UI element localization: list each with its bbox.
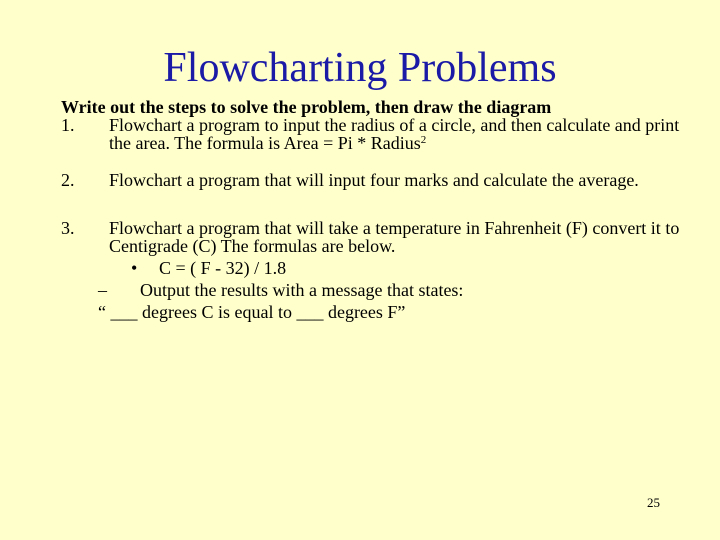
formula-text: C = ( F - 32) / 1.8 [159, 258, 287, 278]
item-text: Flowchart a program to input the radius of a circle, and then calculate and print the area. The formula is Area = Pi * Radius [109, 115, 680, 153]
superscript: 2 [420, 134, 427, 146]
slide-title: Flowcharting Problems [163, 45, 557, 91]
problem-item [61, 171, 681, 189]
item-number: 1. [61, 115, 75, 135]
formula-line [131, 259, 681, 277]
problem-item [61, 219, 681, 321]
instructions-heading: Write out the steps to solve the problem, then draw the diagram [61, 97, 552, 117]
dash-symbol: – [98, 280, 107, 300]
item-number: 3. [61, 218, 75, 238]
output-line [98, 281, 681, 299]
problem-item [61, 116, 681, 152]
item-text: Flowchart a program that will take a temperature in Fahrenheit (F) convert it to Centigrade (C) The formulas are below. [109, 218, 680, 256]
item-number: 2. [61, 170, 75, 190]
message-template: “ ___ degrees C is equal to ___ degrees F” [98, 302, 406, 322]
item-text: Flowchart a program that will input four marks and calculate the average. [109, 170, 639, 190]
page-number: 25 [647, 495, 660, 510]
slide-body [61, 98, 681, 321]
bullet-symbol: • [131, 258, 138, 278]
item-text-wrap [109, 116, 681, 152]
output-text: Output the results with a message that states: [140, 280, 464, 300]
